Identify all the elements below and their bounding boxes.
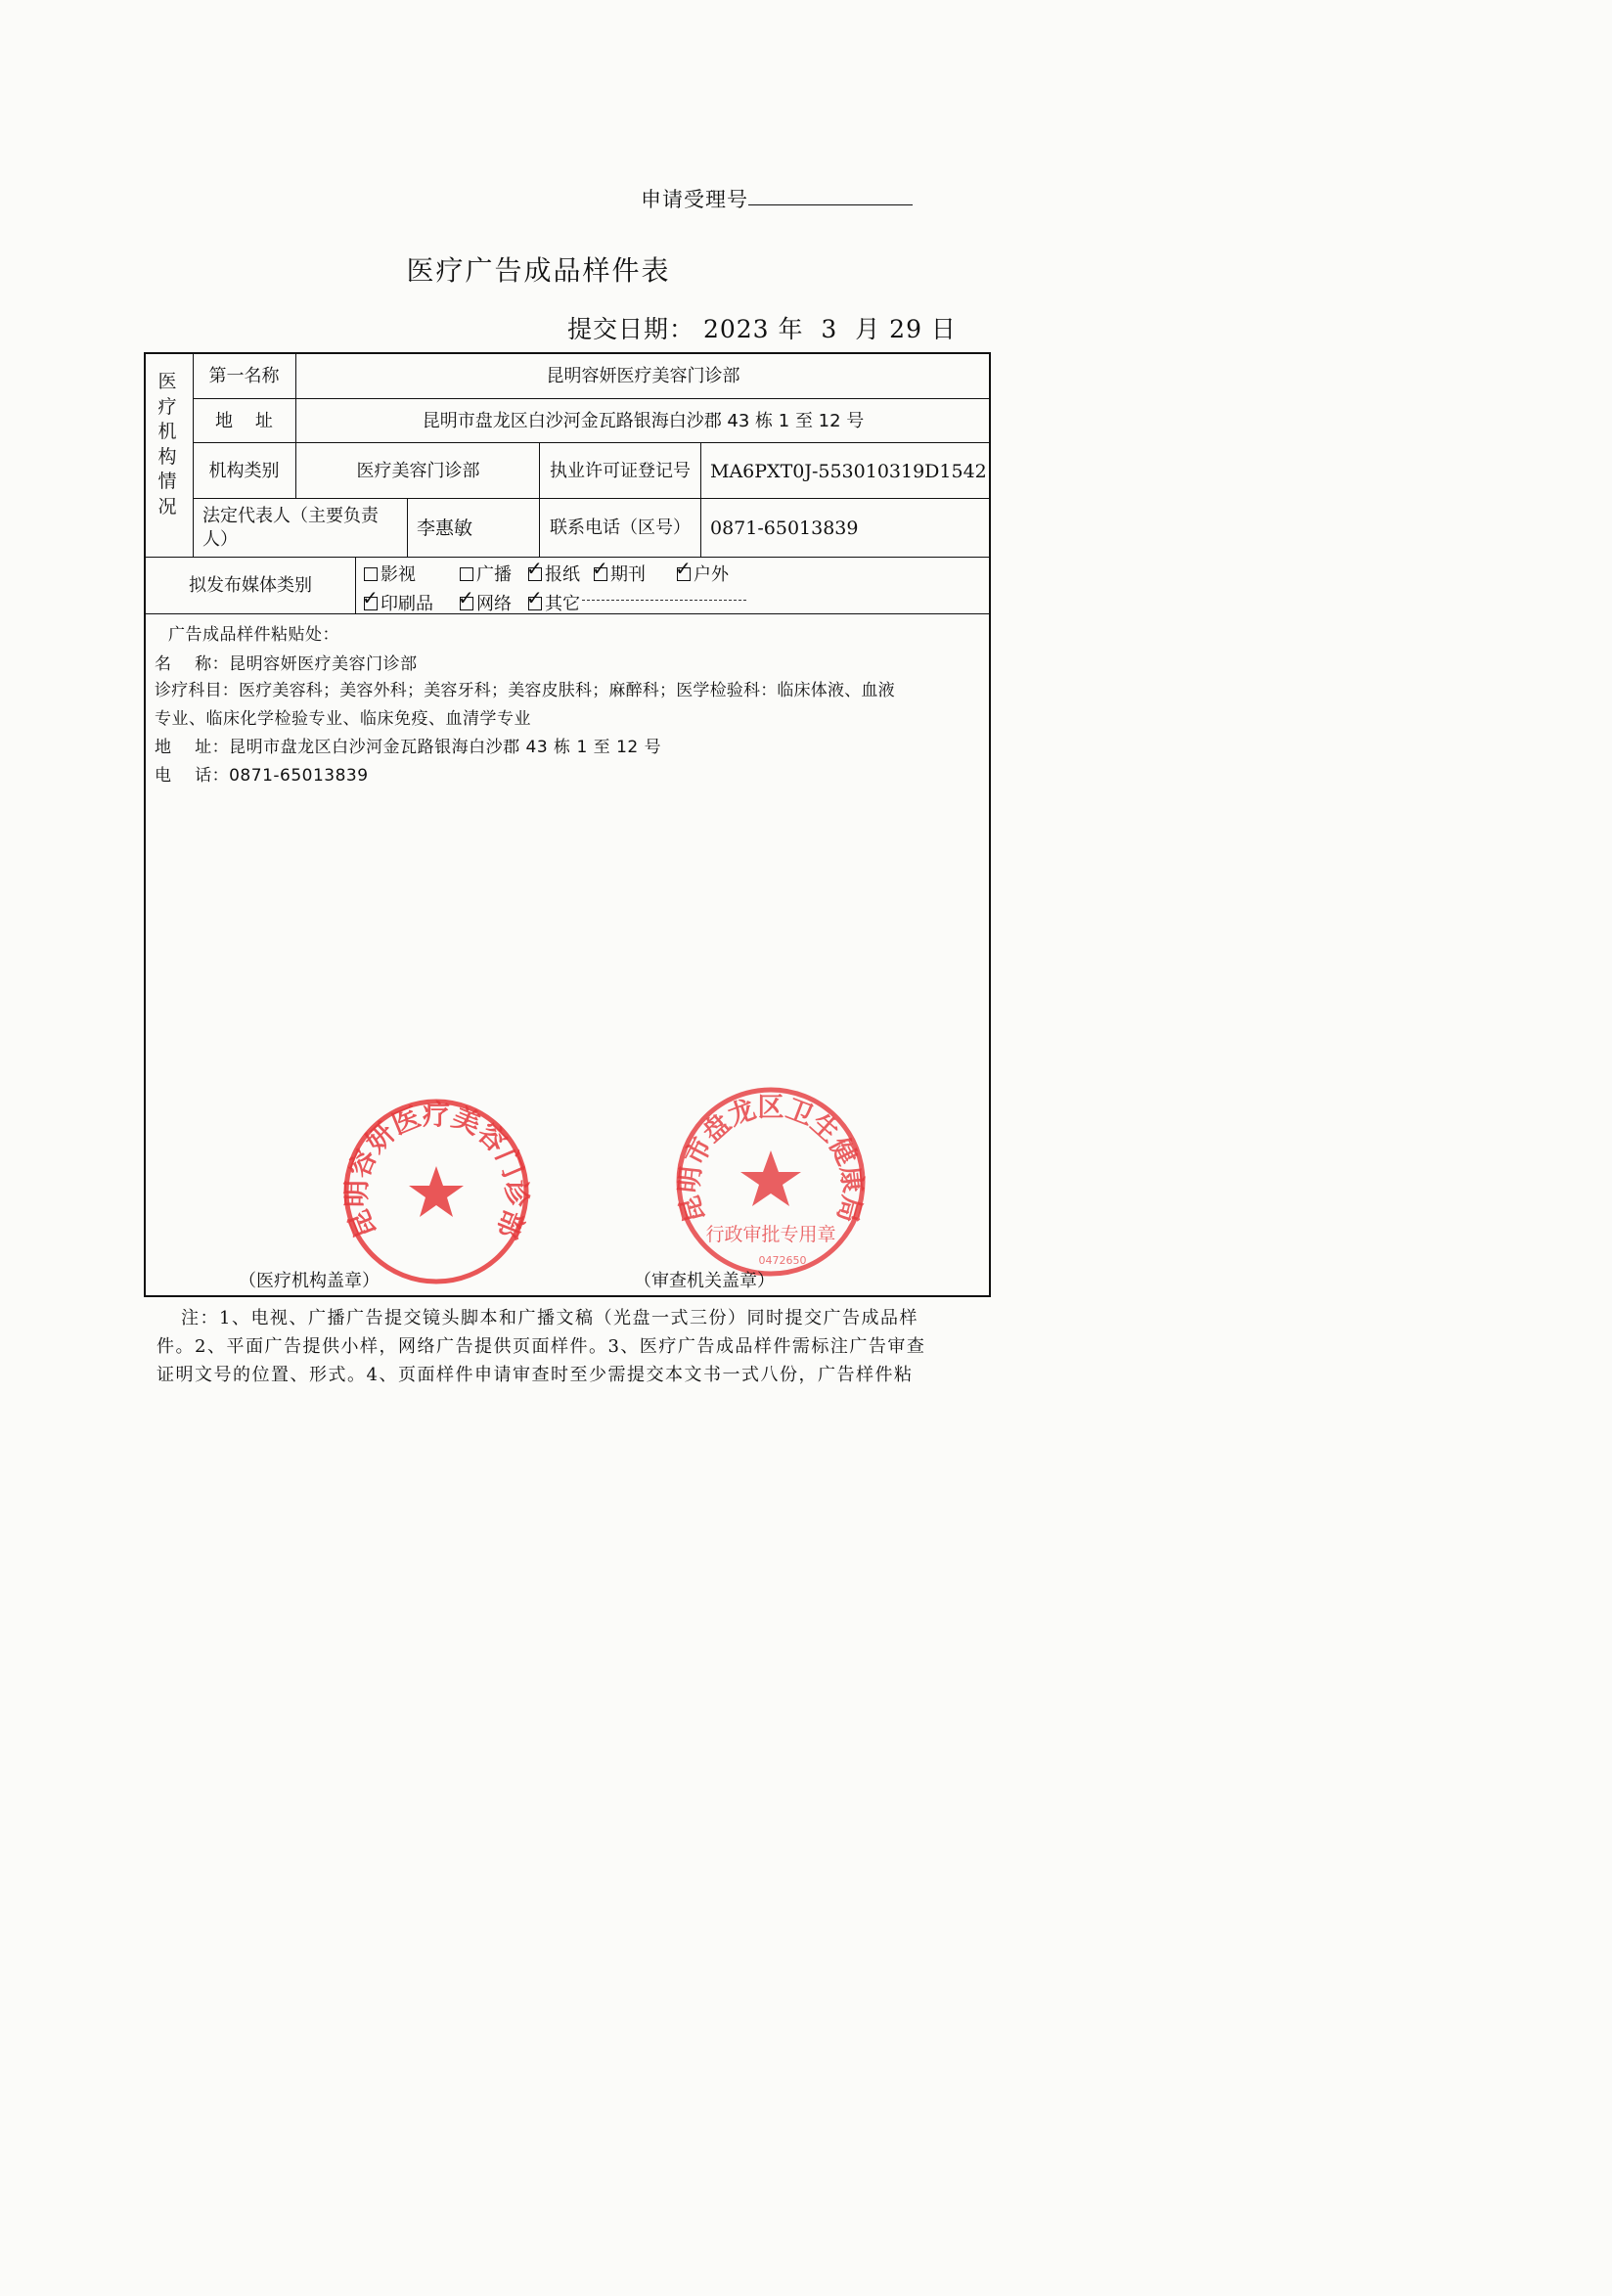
legal-rep-label: 法定代表人（主要负责人） bbox=[202, 506, 379, 550]
row-divider bbox=[144, 557, 991, 558]
media-option-other: ✓ 其它 bbox=[526, 586, 580, 614]
col-divider bbox=[295, 352, 296, 498]
note-line-3: 证明文号的位置、形式。4、页面样件申请审查时至少需提交本文书一式八份，广告样件粘 bbox=[157, 1365, 914, 1385]
checkbox bbox=[362, 586, 379, 610]
col-divider bbox=[355, 557, 356, 613]
star-icon bbox=[409, 1166, 464, 1217]
submit-date bbox=[567, 310, 957, 345]
ad-phone-line: 电 话：0871-65013839 bbox=[155, 766, 369, 786]
media-option-newspaper: ✓ 报纸 bbox=[526, 557, 580, 585]
checkbox bbox=[458, 586, 474, 610]
col-divider bbox=[407, 498, 408, 557]
col-divider bbox=[700, 442, 701, 557]
col-divider bbox=[539, 442, 540, 557]
media-option-outdoor: ✓ 户外 bbox=[675, 557, 729, 585]
checkbox bbox=[526, 557, 543, 581]
application-number-blank bbox=[748, 204, 913, 205]
license-label: 执业许可证登记号 bbox=[550, 460, 691, 481]
note-line-2: 件。2、平面广告提供小样，网络广告提供页面样件。3、医疗广告成品样件需标注广告审查 bbox=[157, 1336, 926, 1357]
phone-value: 0871-65013839 bbox=[710, 518, 859, 539]
address-label: 地 址 bbox=[215, 410, 273, 431]
col-divider bbox=[193, 352, 194, 557]
ad-department-line-2: 专业、临床化学检验专业、临床免疫、血清学专业 bbox=[155, 709, 531, 729]
check-mark-icon: ✓ bbox=[458, 586, 474, 609]
checkbox bbox=[364, 567, 378, 581]
media-option-internet: ✓ 网络 bbox=[458, 586, 512, 614]
media-other-blank bbox=[582, 600, 746, 601]
media-option-periodical: ✓ 期刊 bbox=[592, 557, 646, 585]
star-icon bbox=[740, 1150, 801, 1206]
submit-date-label: 提交日期： bbox=[567, 315, 695, 343]
check-mark-icon: ✓ bbox=[592, 557, 608, 580]
check-mark-icon: ✓ bbox=[526, 586, 543, 609]
institution-section-label: 医 疗 机 构 情 况 bbox=[157, 371, 177, 518]
address-value: 昆明市盘龙区白沙河金瓦路银海白沙郡 43 栋 1 至 12 号 bbox=[422, 410, 865, 431]
authority-seal-text: 昆明市盘龙区卫生健康局 bbox=[674, 1092, 868, 1226]
check-mark-icon: ✓ bbox=[675, 557, 692, 580]
first-name-label: 第一名称 bbox=[208, 365, 280, 386]
checkbox bbox=[526, 586, 543, 610]
ad-sample-heading: 广告成品样件粘贴处： bbox=[168, 625, 339, 645]
institution-type-label: 机构类别 bbox=[208, 460, 280, 481]
authority-seal-subtext: 行政审批专用章 bbox=[705, 1224, 836, 1245]
ad-department-line-1: 诊疗科目：医疗美容科；美容外科；美容牙科；美容皮肤科；麻醉科；医学检验科：临床体液、血液 bbox=[155, 681, 895, 700]
submit-date-value: 2023 年 3 月 29 日 bbox=[702, 315, 957, 343]
media-option-radio: 广播 bbox=[460, 561, 512, 586]
phone-label: 联系电话（区号） bbox=[550, 518, 691, 538]
row-divider bbox=[193, 498, 991, 499]
authority-seal-number: 0472650 bbox=[758, 1254, 807, 1267]
institution-type-value: 医疗美容门诊部 bbox=[356, 460, 480, 481]
checkbox bbox=[675, 557, 692, 581]
media-type-label: 拟发布媒体类别 bbox=[189, 575, 312, 596]
authority-stamp-caption: （审查机关盖章） bbox=[634, 1271, 775, 1291]
institution-seal-text: 昆明容妍医疗美容门诊部 bbox=[340, 1099, 532, 1243]
authority-seal bbox=[673, 1084, 869, 1280]
institution-seal bbox=[340, 1096, 532, 1287]
institution-stamp-caption: （医疗机构盖章） bbox=[239, 1271, 380, 1291]
ad-name-line: 名 称：昆明容妍医疗美容门诊部 bbox=[155, 654, 418, 674]
row-divider bbox=[193, 398, 991, 399]
checkbox bbox=[460, 567, 473, 581]
legal-rep-value: 李惠敏 bbox=[417, 518, 473, 539]
check-mark-icon: ✓ bbox=[526, 557, 543, 580]
media-option-film: 影视 bbox=[364, 561, 416, 586]
application-number-label: 申请受理号 bbox=[641, 188, 748, 211]
first-name-value: 昆明容妍医疗美容门诊部 bbox=[546, 365, 740, 386]
row-divider bbox=[193, 442, 991, 443]
note-line-1: 注：1、电视、广播广告提交镜头脚本和广播文稿（光盘一式三份）同时提交广告成品样 bbox=[181, 1308, 918, 1328]
media-option-print: ✓ 印刷品 bbox=[362, 586, 433, 614]
document-title: 医疗广告成品样件表 bbox=[406, 254, 671, 287]
checkbox bbox=[592, 557, 608, 581]
check-mark-icon: ✓ bbox=[362, 586, 379, 609]
ad-address-line: 地 址：昆明市盘龙区白沙河金瓦路银海白沙郡 43 栋 1 至 12 号 bbox=[155, 738, 662, 757]
license-value: MA6PXT0J-553010319D1542 bbox=[710, 460, 987, 482]
